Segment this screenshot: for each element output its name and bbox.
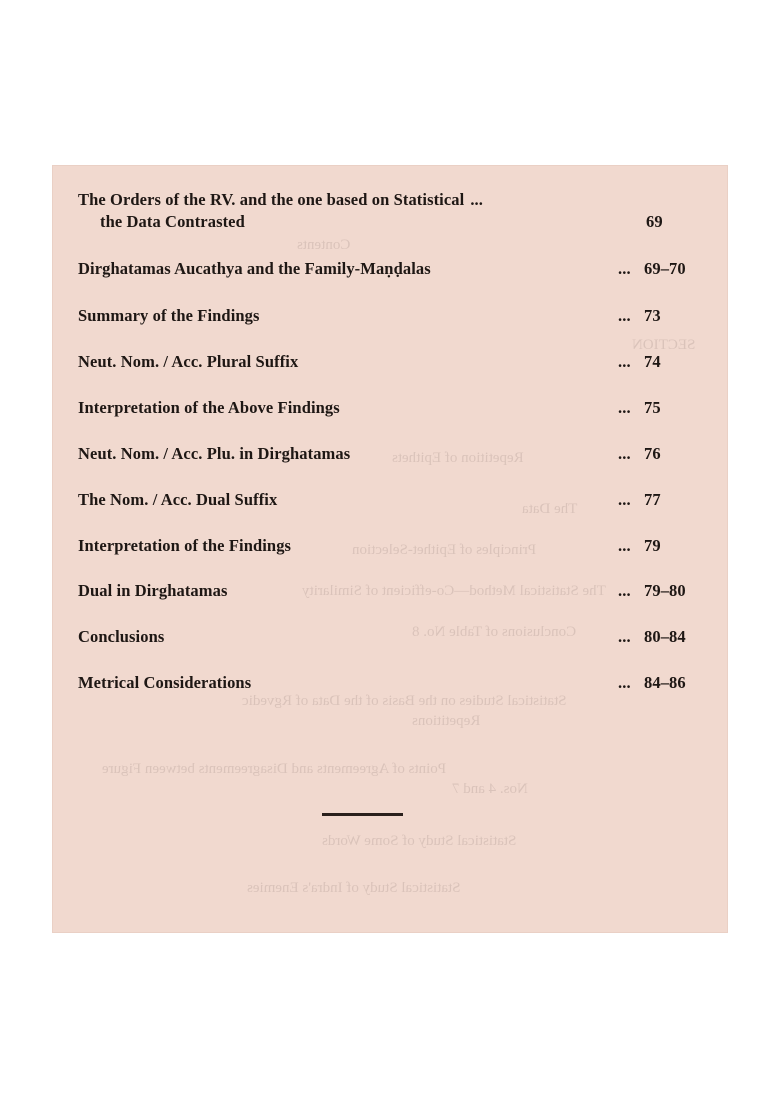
bleed-through-text: Conclusions of Table No. 8 bbox=[412, 624, 577, 640]
toc-entry-title: Neut. Nom. / Acc. Plural Suffix bbox=[78, 352, 299, 371]
bleed-through-text: The Statistical Method—Co-efficient of Similarity bbox=[302, 583, 606, 599]
book-page bbox=[52, 165, 728, 933]
bleed-through-text: Nos. 4 and 7 bbox=[452, 781, 528, 797]
toc-entry-page: 80–84 bbox=[644, 627, 686, 646]
toc-entry-leader: ... bbox=[618, 581, 631, 600]
toc-entry-title: Neut. Nom. / Acc. Plu. in Dirghatamas bbox=[78, 444, 351, 463]
toc-entry-leader: ... bbox=[618, 306, 631, 325]
toc-entry-title: The Nom. / Acc. Dual Suffix bbox=[78, 490, 278, 509]
toc-entry-leader: ... bbox=[618, 490, 631, 509]
toc-entry-leader: ... bbox=[618, 444, 631, 463]
toc-entry-leader: ... bbox=[618, 398, 631, 417]
toc-entry-page: 75 bbox=[644, 398, 661, 417]
toc-entry-leader: ... bbox=[618, 259, 631, 278]
toc-entry-title: Dirghatamas Aucathya and the Family-Maṇḍalas bbox=[78, 259, 431, 278]
bleed-through-text: SECTION bbox=[632, 337, 696, 353]
toc-entry-leader: ... bbox=[618, 352, 631, 371]
bleed-through-text: The Data bbox=[522, 501, 578, 517]
toc-entry-page: 84–86 bbox=[644, 673, 686, 692]
toc-entry-title: The Orders of the RV. and the one based on Statistical ... bbox=[78, 190, 484, 209]
toc-entry-leader: ... bbox=[618, 536, 631, 555]
toc-entry-page: 77 bbox=[644, 490, 661, 509]
toc-entry-leader: ... bbox=[618, 627, 631, 646]
bleed-through-text: Repetition of Epithets bbox=[392, 450, 524, 466]
toc-entry-page: 69 bbox=[646, 212, 663, 231]
toc-entry-page: 79–80 bbox=[644, 581, 686, 600]
bleed-through-text: Contents bbox=[297, 237, 351, 253]
toc-entry-title: Conclusions bbox=[78, 627, 165, 646]
bleed-through-text: Statistical Studies on the Basis of the Data of Rgvedic bbox=[242, 693, 567, 709]
bleed-through-text: Statistical Study of Indra's Enemies bbox=[247, 880, 461, 896]
toc-entry-title: Metrical Considerations bbox=[78, 673, 252, 692]
bleed-through-text: Principles of Epithet-Selection bbox=[352, 542, 537, 558]
toc-entry-leader: ... bbox=[618, 673, 631, 692]
section-end-rule bbox=[322, 813, 403, 816]
bleed-through-text: Repetitions bbox=[412, 713, 481, 729]
toc-entry-page: 79 bbox=[644, 536, 661, 555]
toc-entry-page: 76 bbox=[644, 444, 661, 463]
toc-entry-title: Dual in Dirghatamas bbox=[78, 581, 228, 600]
toc-entry-page: 73 bbox=[644, 306, 661, 325]
toc-entry-title: Interpretation of the Findings bbox=[78, 536, 292, 555]
toc-entry-title-continued: the Data Contrasted bbox=[100, 212, 245, 231]
bleed-through-text: Points of Agreements and Disagreements between Figure bbox=[102, 761, 447, 777]
toc-entry-title: Interpretation of the Above Findings bbox=[78, 398, 340, 417]
toc-entry-page: 69–70 bbox=[644, 259, 686, 278]
toc-entry-title: Summary of the Findings bbox=[78, 306, 260, 325]
toc-entry-page: 74 bbox=[644, 352, 661, 371]
bleed-through-text: Statistical Study of Some Words bbox=[322, 833, 517, 849]
